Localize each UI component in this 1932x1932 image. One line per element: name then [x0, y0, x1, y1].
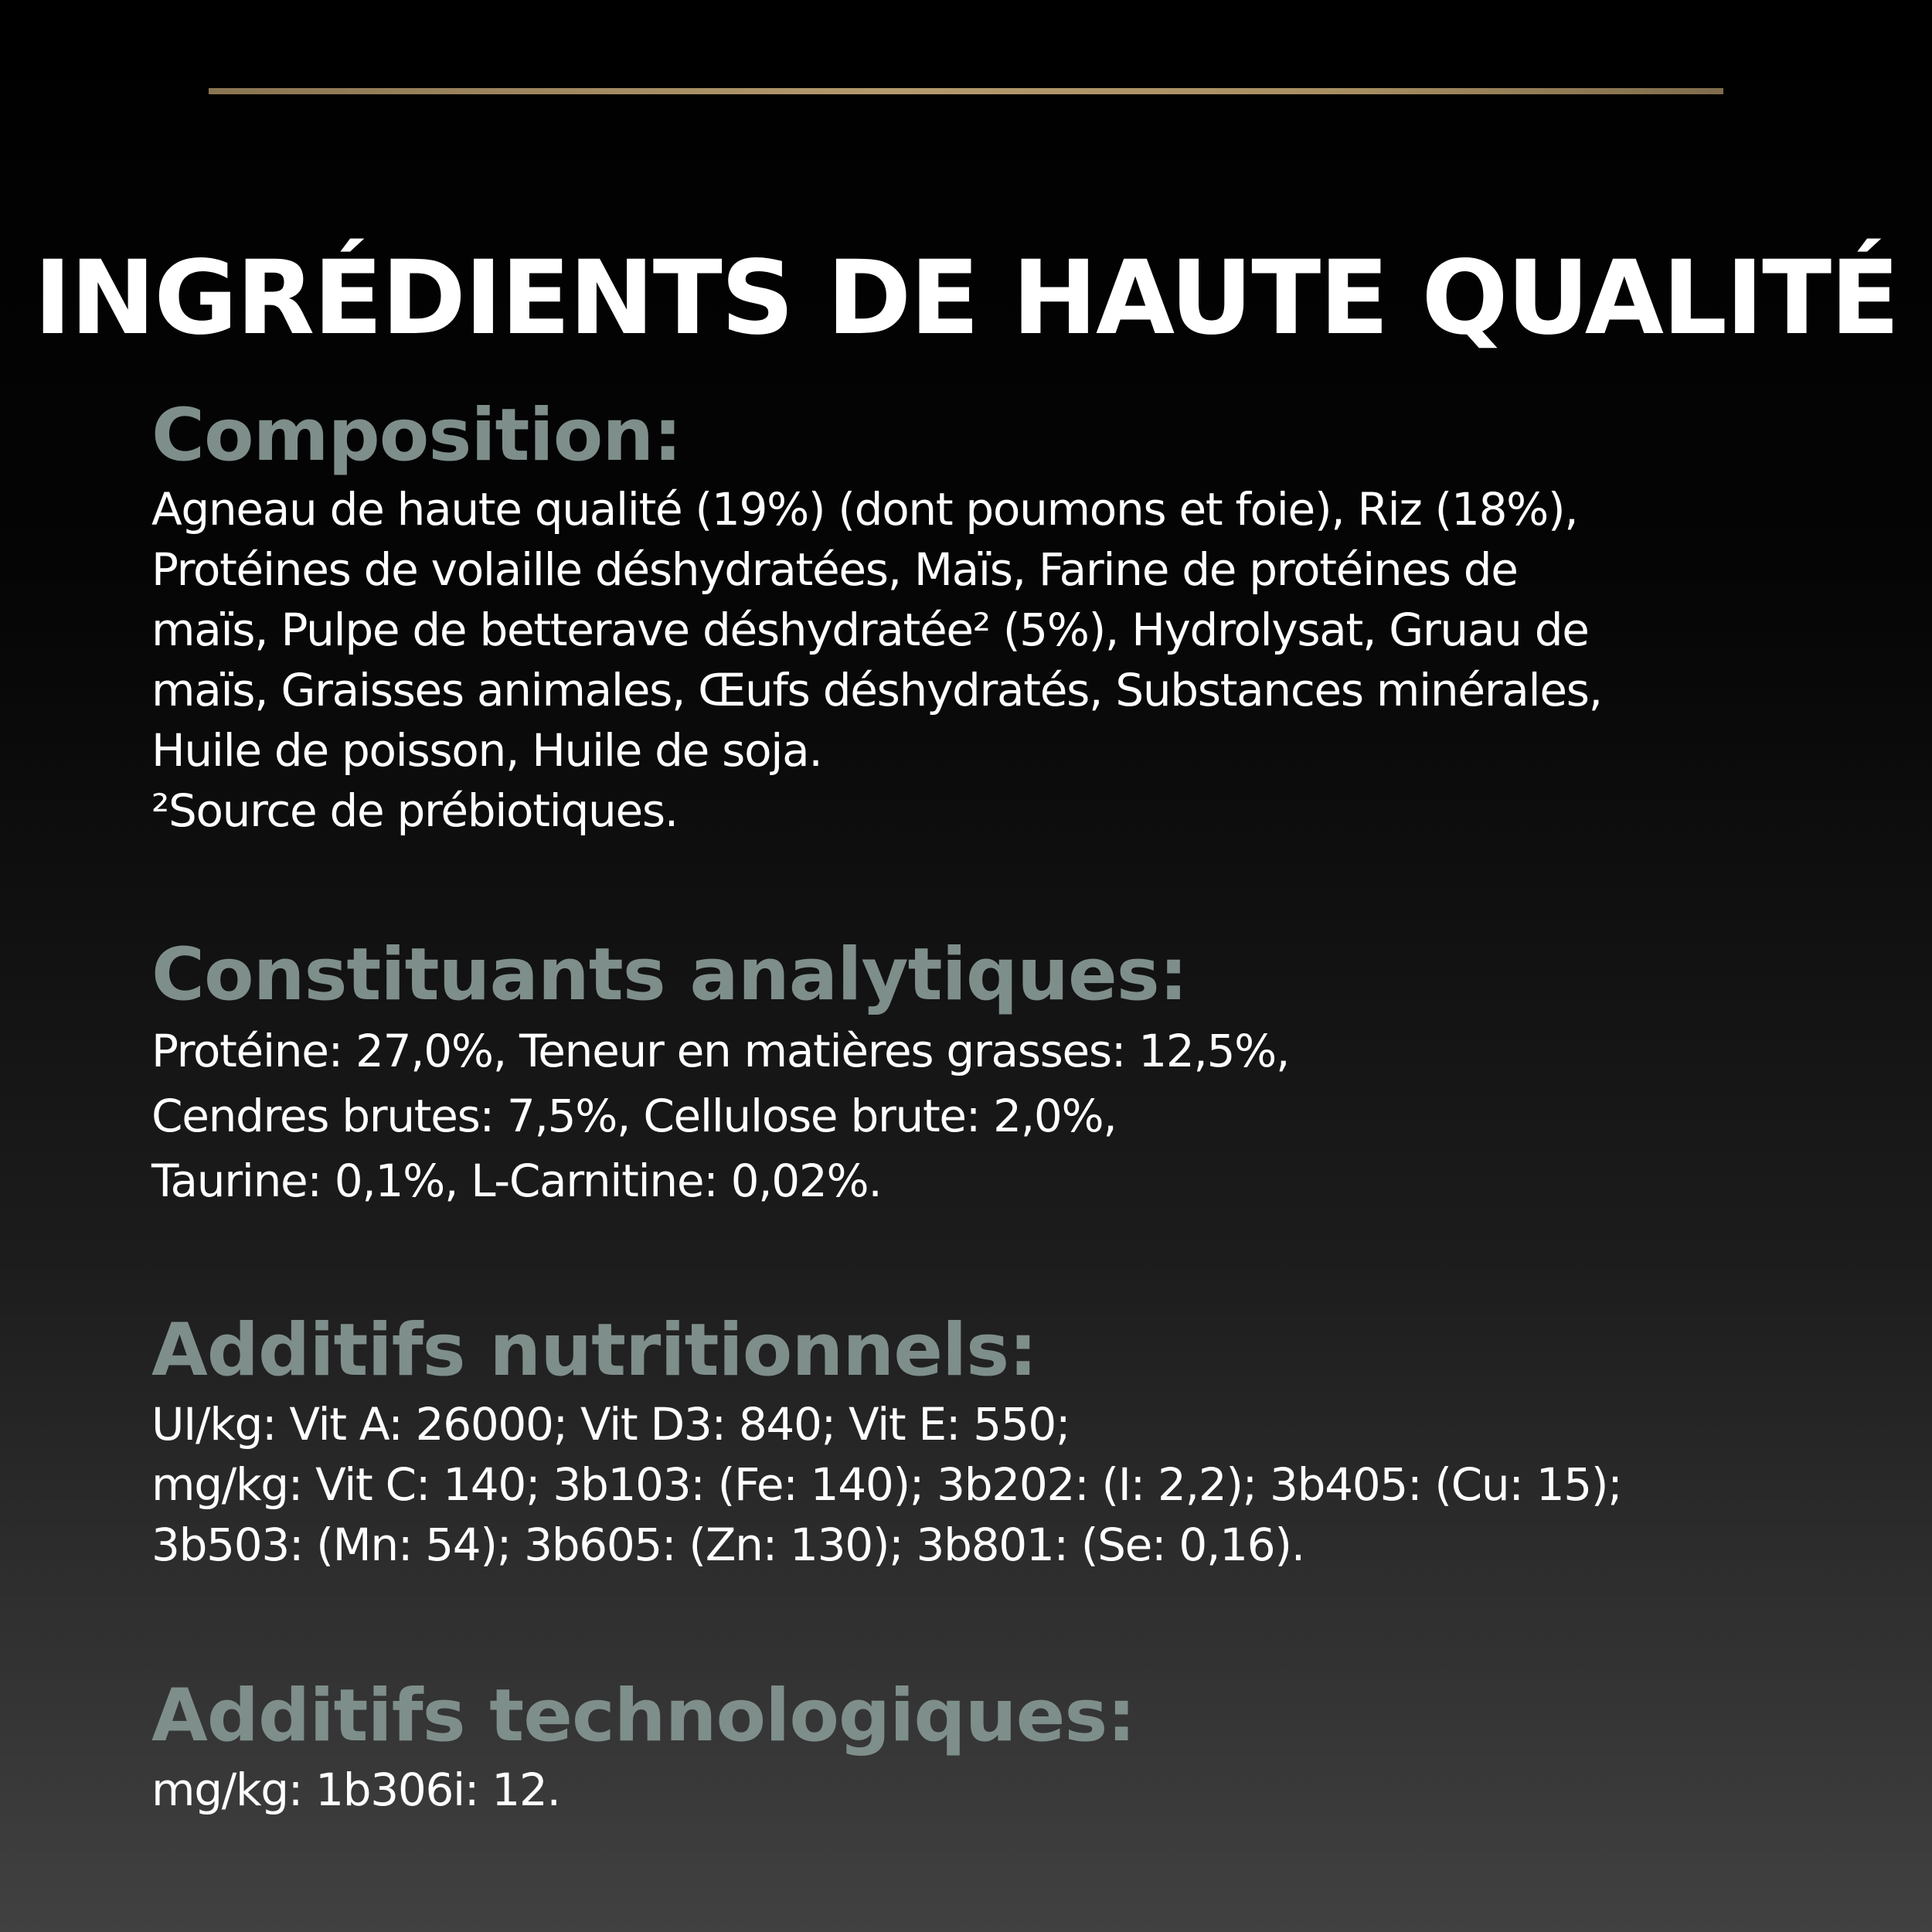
analytical-line: Protéine: 27,0%, Teneur en matières grasses: 12,5%, [151, 1025, 1290, 1077]
technological-line: mg/kg: 1b306i: 12. [151, 1764, 560, 1816]
composition-footnote: ²Source de prébiotiques. [151, 784, 678, 837]
nutritional-line: UI/kg: Vit A: 26000; Vit D3: 840; Vit E: 550; [151, 1398, 1070, 1451]
composition-text [151, 479, 1813, 841]
analytical-line: Cendres brutes: 7,5%, Cellulose brute: 2,0%, [151, 1090, 1117, 1142]
analytical-text [151, 1019, 1813, 1213]
composition-title: Composition: [151, 393, 682, 478]
composition-line: maïs, Pulpe de betterave déshydratée² (5%), Hydrolysat, Gruau de [151, 604, 1589, 656]
technological-text [151, 1760, 1813, 1820]
nutritional-title: Additifs nutritionnels: [151, 1308, 1037, 1393]
nutritional-line: 3b503: (Mn: 54); 3b605: (Zn: 130); 3b801: (Se: 0,16). [151, 1519, 1304, 1571]
technological-title: Additifs technologiques: [151, 1674, 1135, 1758]
composition-line: maïs, Graisses animales, Œufs déshydratés, Substances minérales, [151, 664, 1602, 716]
top-accent-rule [209, 88, 1723, 94]
nutritional-section [151, 1308, 1813, 1575]
composition-line: Protéines de volaille déshydratées, Maïs, Farine de protéines de [151, 543, 1518, 596]
analytical-title: Constituants analytiques: [151, 933, 1188, 1017]
technological-section [151, 1673, 1813, 1820]
nutritional-line: mg/kg: Vit C: 140; 3b103: (Fe: 140); 3b202: (I: 2,2); 3b405: (Cu: 15); [151, 1458, 1622, 1511]
composition-line: Huile de poisson, Huile de soja. [151, 724, 822, 777]
nutritional-text [151, 1394, 1813, 1575]
composition-line: Agneau de haute qualité (19%) (dont poumons et foie), Riz (18%), [151, 483, 1578, 536]
analytical-line: Taurine: 0,1%, L-Carnitine: 0,02%. [151, 1155, 882, 1207]
analytical-section [151, 932, 1813, 1213]
composition-section [151, 393, 1813, 841]
page-title: INGRÉDIENTS DE HAUTE QUALITÉ [33, 239, 1899, 359]
